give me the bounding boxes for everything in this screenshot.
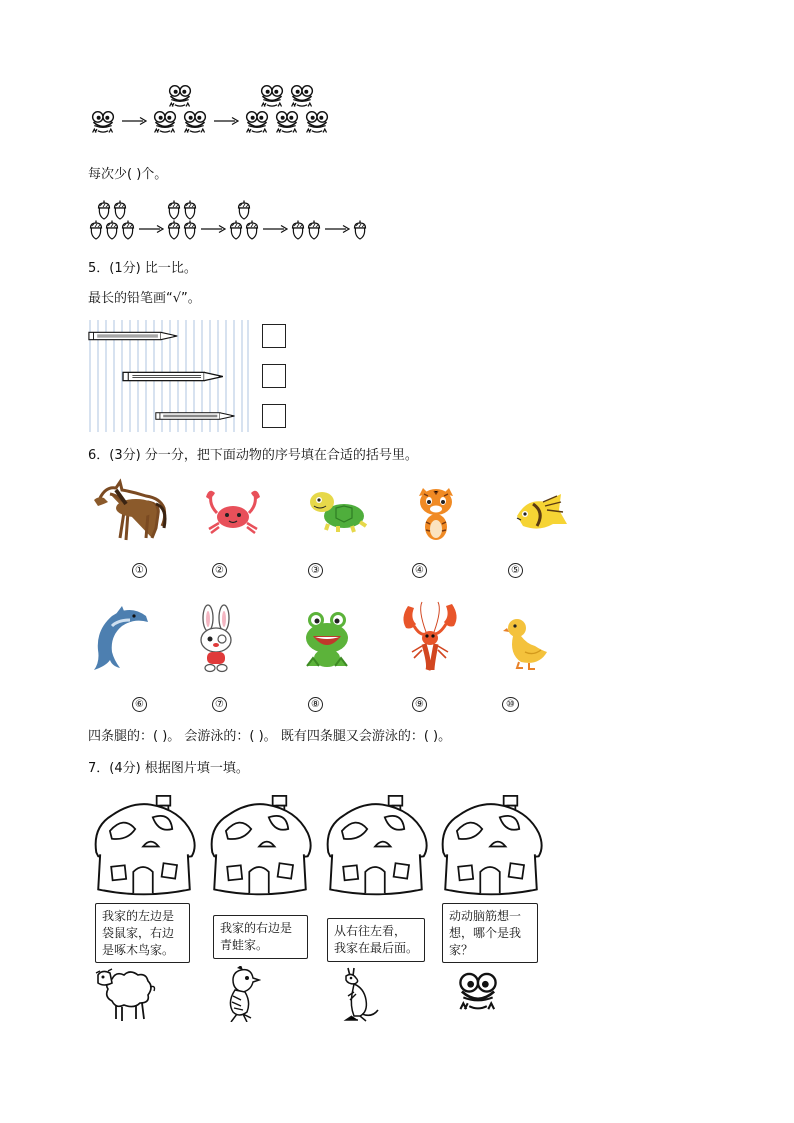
sheep-icon	[94, 965, 156, 1023]
speech-bubble-1: 我家的左边是 袋鼠家，右边 是啄木鸟家。	[95, 903, 190, 963]
fish-icon	[513, 490, 569, 536]
answer-box-3[interactable]	[262, 404, 286, 428]
q6-title: 6．(3分) 分一分，把下面动物的序号填在合适的括号里。	[88, 448, 418, 463]
frog-group-3	[242, 84, 332, 136]
q7-title: 7．(4分) 根据图片填一填。	[88, 761, 249, 776]
arrow-icon	[121, 116, 147, 126]
acorn-sequence	[88, 200, 368, 240]
pencil-2	[122, 370, 226, 383]
acorn-icon	[353, 220, 367, 240]
q5-instruction: 最长的铅笔画“√”。	[88, 291, 201, 306]
answer-box-2[interactable]	[262, 364, 286, 388]
q4-fill-line: 每次少( )个。	[88, 167, 168, 182]
acorn-icon	[291, 220, 305, 240]
acorn-icon	[237, 200, 251, 220]
house-4	[437, 792, 545, 904]
arrow-icon	[262, 224, 288, 234]
acorn-icon	[167, 220, 181, 240]
animal-number-6: ⑥	[132, 697, 147, 712]
woodpecker-icon	[221, 966, 261, 1022]
speech-bubble-3: 从右往左看， 我家在最后面。	[327, 918, 425, 962]
acorn-icon	[121, 220, 135, 240]
speech-bubble-4: 动动脑筋想一 想，哪个是我 家？	[442, 903, 538, 963]
animal-number-9: ⑨	[412, 697, 427, 712]
frog-outline-icon	[456, 966, 500, 1020]
acorn-icon	[229, 220, 243, 240]
horse-icon	[90, 478, 170, 542]
house-3	[322, 792, 430, 904]
dolphin-icon	[90, 604, 152, 674]
acorn-icon	[167, 200, 181, 220]
q5-title: 5．(1分) 比一比。	[88, 261, 197, 276]
acorn-icon	[105, 220, 119, 240]
frog-icon	[182, 110, 208, 136]
acorn-icon	[113, 200, 127, 220]
house-2	[206, 792, 314, 904]
tiger-icon	[413, 486, 459, 542]
frog-icon	[304, 110, 330, 136]
arrow-icon	[200, 224, 226, 234]
arrow-icon	[324, 224, 350, 234]
acorn-group-2	[166, 200, 198, 240]
speech-bubble-2: 我家的右边是 青蛙家。	[213, 915, 308, 959]
answer-box-1[interactable]	[262, 324, 286, 348]
frog-group-1	[88, 110, 118, 136]
animal-number-5: ⑤	[508, 563, 523, 578]
crab-icon	[203, 485, 263, 537]
frog-icon	[274, 110, 300, 136]
animal-number-1: ①	[132, 563, 147, 578]
acorn-group-5	[352, 220, 368, 240]
animal-number-10: ⑩	[502, 697, 519, 712]
rabbit-icon	[195, 604, 237, 674]
frog-group-2	[150, 84, 210, 136]
acorn-icon	[183, 220, 197, 240]
duck-icon	[503, 616, 549, 670]
kangaroo-icon	[338, 966, 382, 1022]
lobster-icon	[398, 600, 462, 672]
q6-answer-line: 四条腿的：( )。 会游泳的：( )。 既有四条腿又会游泳的：( )。	[88, 729, 452, 744]
frog-icon	[259, 84, 285, 110]
acorn-icon	[89, 220, 103, 240]
frog-icon	[90, 110, 116, 136]
pencil-3	[155, 410, 237, 422]
animal-number-2: ②	[212, 563, 227, 578]
frog-icon	[244, 110, 270, 136]
arrow-icon	[138, 224, 164, 234]
frog-icon	[289, 84, 315, 110]
acorn-group-1	[88, 200, 136, 240]
frog-sequence	[88, 84, 332, 136]
turtle-icon	[306, 488, 370, 534]
animal-number-8: ⑧	[308, 697, 323, 712]
frog-color-icon	[301, 610, 353, 670]
acorn-icon	[97, 200, 111, 220]
acorn-icon	[245, 220, 259, 240]
acorn-group-3	[228, 200, 260, 240]
arrow-icon	[213, 116, 239, 126]
frog-icon	[152, 110, 178, 136]
pencil-grid	[88, 320, 250, 432]
pencil-1	[88, 330, 180, 342]
animal-number-4: ④	[412, 563, 427, 578]
frog-icon	[167, 84, 193, 110]
acorn-group-4	[290, 220, 322, 240]
acorn-icon	[307, 220, 321, 240]
animal-number-7: ⑦	[212, 697, 227, 712]
animal-number-3: ③	[308, 563, 323, 578]
acorn-icon	[183, 200, 197, 220]
house-1	[90, 792, 198, 904]
